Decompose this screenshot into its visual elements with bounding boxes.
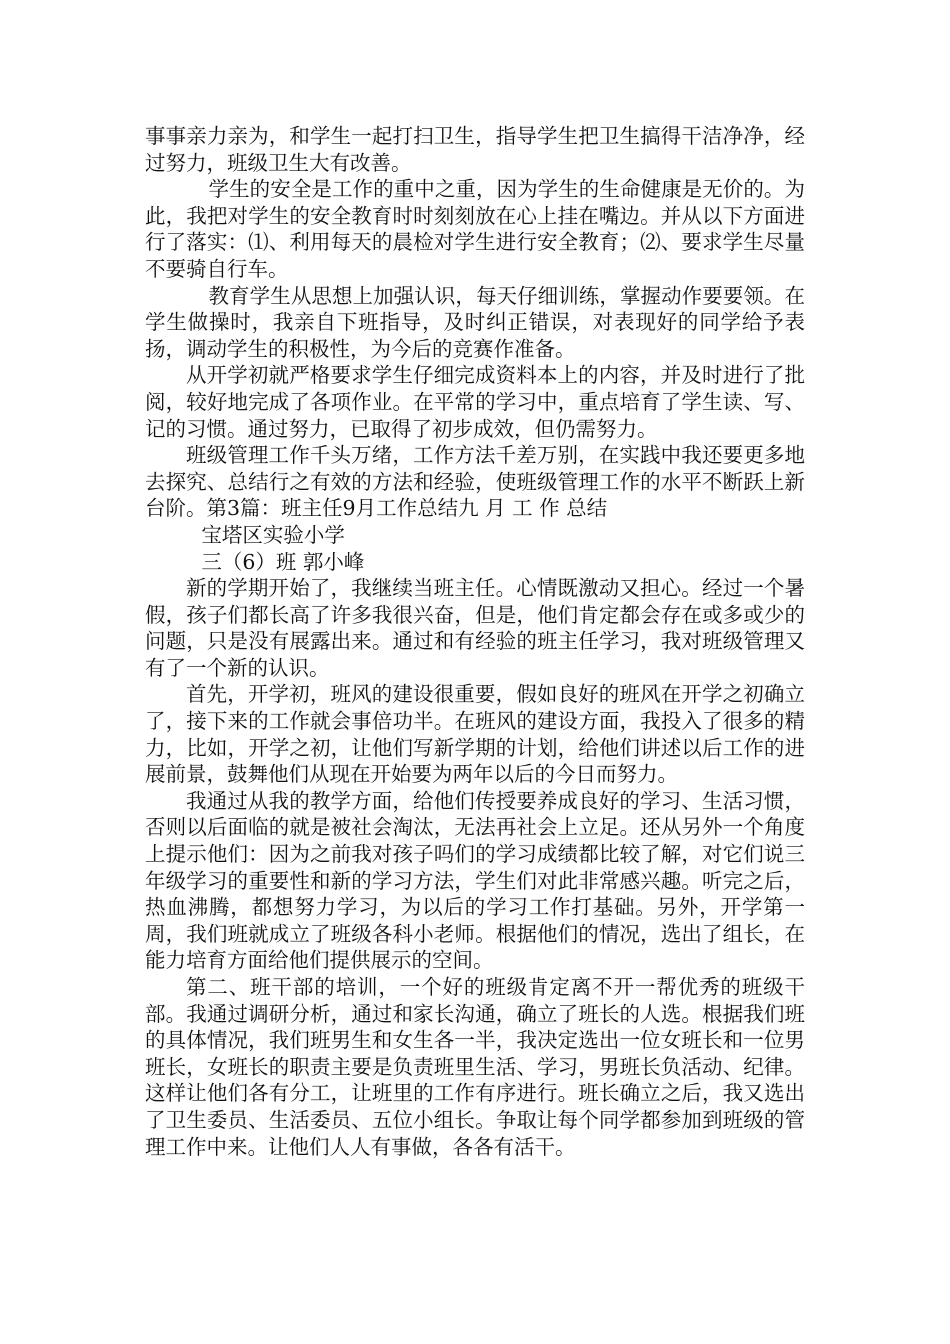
paragraph-management-summary: 班级管理工作千头万绪，工作方法千差万别，在实践中我还要更多地去探究、总结行之有效的方法和经验，使班级管理工作的水平不断跃上新台阶。第3篇：班主任9月工作总结九 月 工 作 总结: [145, 443, 805, 521]
paragraph-homework: 从开学初就严格要求学生仔细完成资料本上的内容，并及时进行了批阅，较好地完成了各项作业。在平常的学习中，重点培育了学生读、写、记的习惯。通过努力，已取得了初步成效，但仍需努力。: [145, 363, 805, 441]
class-and-author: 三（6）班 郭小峰: [201, 549, 365, 574]
paragraph-class-spirit: 首先，开学初，班风的建设很重要，假如良好的班风在开学之初确立了，接下来的工作就会事倍功半。在班风的建设方面，我投入了很多的精力，比如，开学之初，让他们写新学期的计划，给他们讲述以后工作的进展前景，鼓舞他们从现在开始要为两年以后的今日而努力。: [145, 682, 805, 787]
paragraph-new-semester: 新的学期开始了，我继续当班主任。心情既激动又担心。经过一个暑假，孩子们都长高了许多我很兴奋，但是，他们肯定都会存在或多或少的问题，只是没有展露出来。通过和有经验的班主任学习，我对班级管理又有了一个新的认识。: [145, 576, 805, 680]
paragraph-exercise: 教育学生从思想上加强认识，每天仔细训练，掌握动作要要领。在学生做操时，我亲自下班指导，及时纠正错误，对表现好的同学给予表扬，调动学生的积极性，为今后的竞赛作准备。: [145, 283, 805, 361]
paragraph-safety: 学生的安全是工作的重中之重，因为学生的生命健康是无价的。为此，我把对学生的安全教育时时刻刻放在心上挂在嘴边。并从以下方面进行了落实：⑴、利用每天的晨检对学生进行安全教育；⑵、要求学生尽量不要骑自行车。: [145, 177, 805, 281]
paragraph-study-habits: 我通过从我的教学方面，给他们传授要养成良好的学习、生活习惯，否则以后面临的就是被社会淘汰，无法再社会上立足。还从另外一个角度上提示他们：因为之前我对孩子吗们的学习成绩都比较了解，对它们说三年级学习的重要性和新的学习方法，学生们对此非常感兴趣。听完之后，热血沸腾，都想努力学习，为以后的学习工作打基础。另外，开学第一周，我们班就成立了班级各科小老师。根据他们的情况，选出了组长，在能力培育方面给他们提供展示的空间。: [145, 788, 805, 973]
paragraph-cleaning: 事事亲力亲为，和学生一起打扫卫生，指导学生把卫生搞得干洁净净，经过努力，班级卫生大有改善。: [145, 124, 805, 175]
paragraph-class-cadres: 第二、班干部的培训，一个好的班级肯定离不开一帮优秀的班级干部。我通过调研分析，通过和家长沟通，确立了班长的人选。根据我们班的具体情况，我们班男生和女生各一半，我决定选出一位女班长和一位男班长，女班长的职责主要是负责班里生活、学习，男班长负活动、纪律。这样让他们各有分工，让班里的工作有序进行。班长确立之后，我又选出了卫生委员、生活委员、五位小组长。争取让每个同学都参加到班级的管理工作中来。让他们人人有事做，各各有活干。: [145, 975, 805, 1159]
school-name: 宝塔区实验小学: [201, 522, 345, 547]
document-page: [145, 123, 805, 1160]
